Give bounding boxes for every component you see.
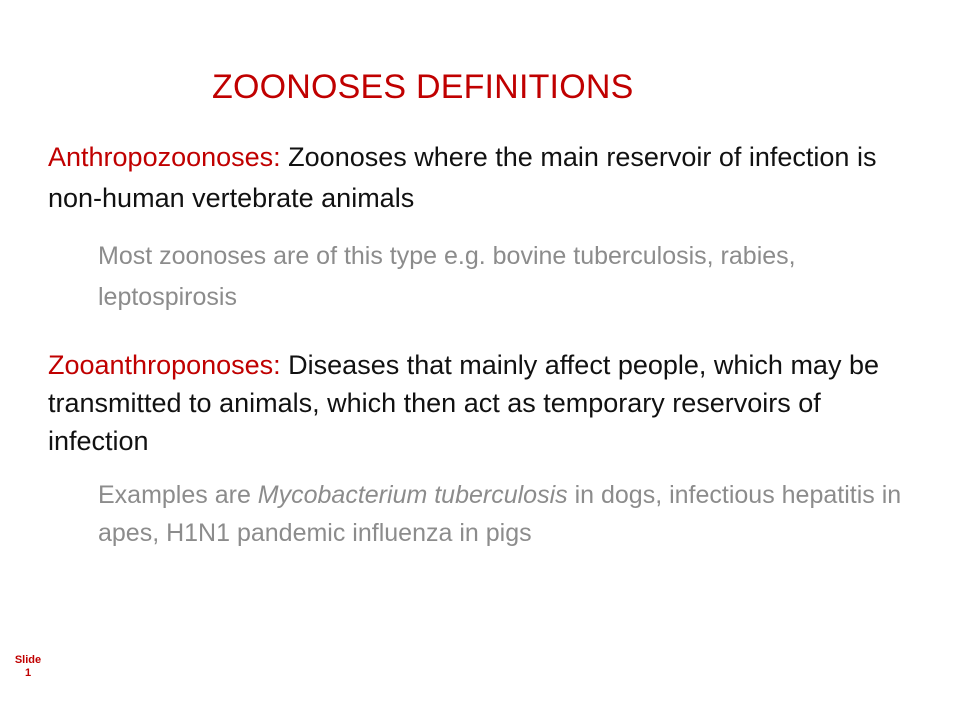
term-anthropozoonoses: Anthropozoonoses: xyxy=(48,142,281,172)
example-anthropozoonoses: Most zoonoses are of this type e.g. bovine tuberculosis, rabies, leptospirosis xyxy=(98,242,796,311)
term-zooanthroponoses: Zooanthroponoses: xyxy=(48,350,281,380)
example-organism-name: Mycobacterium tuberculosis xyxy=(257,481,568,509)
definition-text-zooanthroponoses: Diseases that mainly affect people, which may be transmitted to animals, which then act as temporary reservoirs of infection xyxy=(48,350,879,456)
slide-number-value: 1 xyxy=(24,667,32,679)
definition-zooanthroponoses xyxy=(48,346,928,460)
slide-number-label: Slide xyxy=(14,654,42,666)
definition-text-anthropozoonoses: Zoonoses where the main reservoir of infection is non-human vertebrate animals xyxy=(48,142,877,213)
slide-title: ZOONOSES DEFINITIONS xyxy=(212,68,634,106)
example-prefix: Examples are xyxy=(98,481,258,509)
example-zooanthroponoses xyxy=(98,476,928,552)
definition-anthropozoonoses xyxy=(48,137,928,219)
example-suffix: in dogs, infectious hepatitis in apes, H1N1 pandemic influenza in pigs xyxy=(98,481,902,547)
slide-number xyxy=(8,654,48,680)
